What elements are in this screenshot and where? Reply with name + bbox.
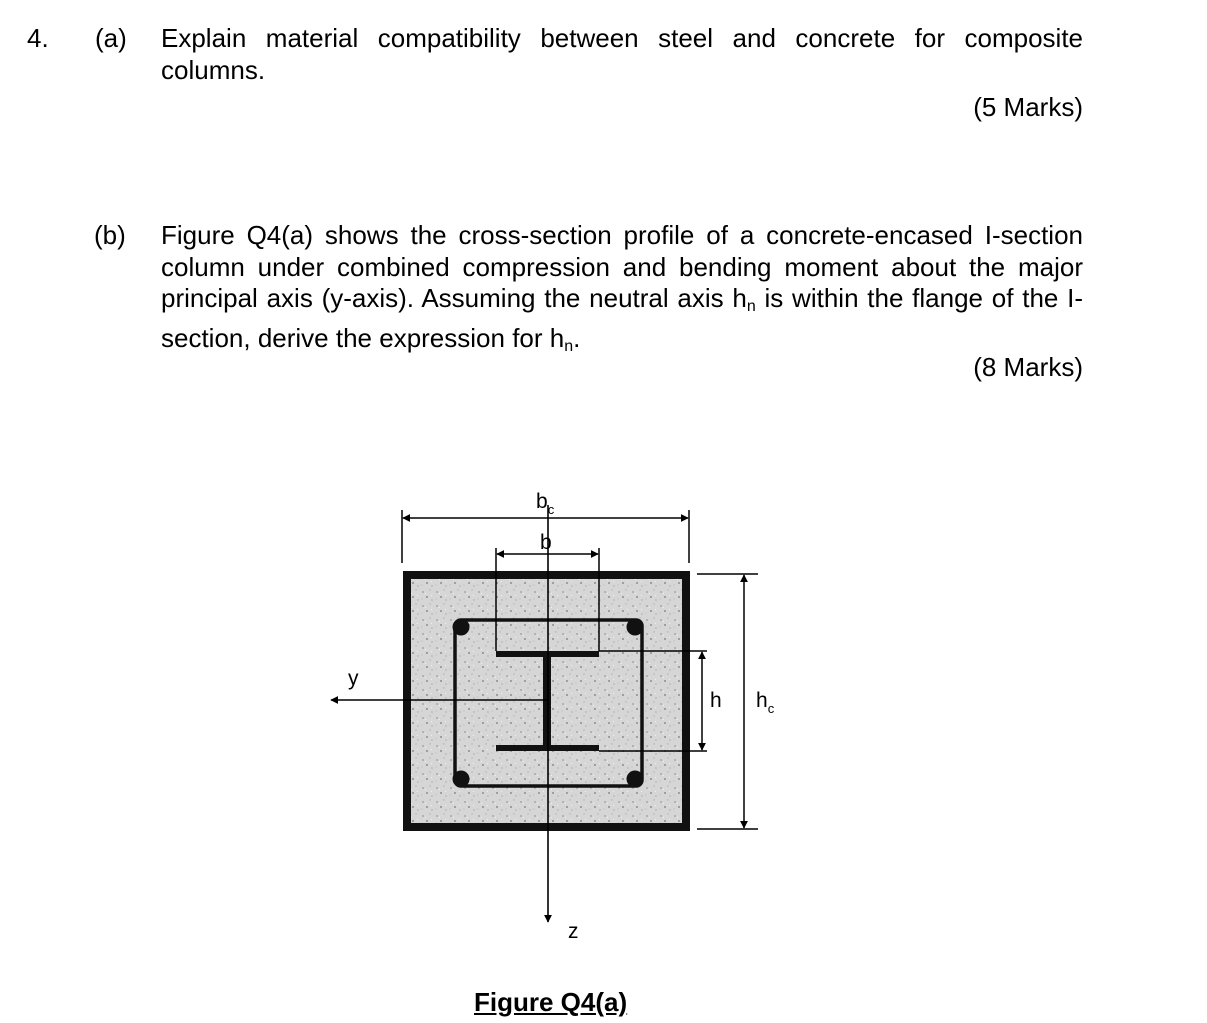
- hc-label: $h_c$: [756, 689, 775, 716]
- h-label: h: [710, 689, 722, 712]
- part-a-text: Explain material compatibility between steel and concrete for composite columns.: [161, 23, 1083, 85]
- rebar-top-right: [627, 619, 644, 636]
- rebar-bottom-right: [627, 771, 644, 788]
- part-b-label: (b): [94, 220, 126, 250]
- rebar-top-left: [453, 619, 470, 636]
- part-b-text-1: Figure Q4(a) shows the cross-section profile of a concrete-encased I-section column under combined compression and bending moment about the major principal axis (y-axis). Assuming the neutral axis h: [161, 220, 1083, 313]
- part-b-marks: (8 Marks): [973, 352, 1083, 382]
- question-number: 4.: [27, 23, 49, 53]
- part-a-marks: (5 Marks): [973, 92, 1083, 122]
- z-axis-label: z: [568, 920, 579, 943]
- figure-caption: Figure Q4(a): [474, 987, 628, 1017]
- rebar-bottom-left: [453, 771, 470, 788]
- b-label: b: [540, 531, 552, 554]
- part-a-label: (a): [95, 23, 127, 53]
- i-section-web: [543, 657, 551, 745]
- part-b-subscript-2: n: [564, 337, 574, 355]
- part-b-text-3: .: [573, 322, 581, 353]
- bc-label: $b_c$: [536, 490, 555, 517]
- y-axis-label: y: [348, 667, 359, 690]
- part-b-text-2: is within the flange of the I-section, derive the expression for h: [161, 283, 1083, 353]
- part-b-subscript-1: n: [746, 298, 756, 315]
